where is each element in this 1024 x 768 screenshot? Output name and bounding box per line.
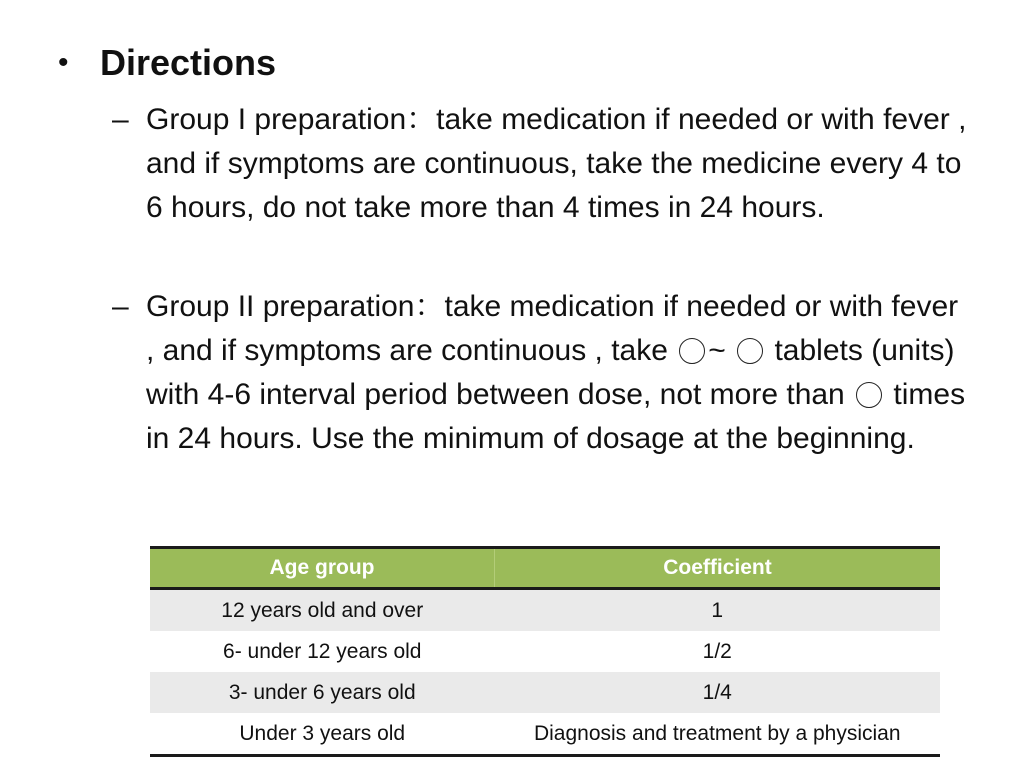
bullet-marker: • [58, 46, 69, 79]
dash-marker: – [112, 103, 129, 136]
table-row [150, 589, 940, 632]
blank-circle-icon [679, 338, 705, 364]
group-2-body-part3: times in 24 hours. Use the minimum of dosage at the beginning. [146, 378, 966, 455]
age-group-cell: 3- under 6 years old [150, 672, 495, 713]
page-title: Directions [100, 42, 277, 83]
age-group-cell: 6- under 12 years old [223, 639, 422, 663]
coefficient-cell: 1 [495, 589, 941, 632]
group-1-text [146, 98, 972, 230]
colon-glyph: ： [406, 103, 437, 136]
heading-row [58, 38, 276, 88]
group-2-text [146, 285, 972, 461]
colon-glyph: ： [414, 290, 445, 323]
group-1-label: Group I preparation [146, 103, 407, 136]
age-group-cell: Under 3 years old [239, 721, 406, 745]
group-2-body-part2: tablets (units) with 4-6 interval period between dose, not more than [146, 334, 955, 411]
group-2-label: Group II preparation [146, 290, 415, 323]
column-header-age-group: Age group [150, 548, 495, 589]
table-row [150, 672, 940, 713]
tilde: ~ [708, 334, 726, 367]
table-row [150, 713, 940, 756]
dash-marker: – [112, 290, 129, 323]
table-header-row [150, 548, 940, 589]
group-1-instruction [112, 98, 972, 230]
group-2-body-part1: take medication if needed or with fever , and if symptoms are continuous , take [146, 290, 959, 367]
age-group-cell: 12 years old and over [150, 589, 495, 632]
column-header-coefficient: Coefficient [495, 548, 941, 589]
coefficient-cell: Diagnosis and treatment by a physician [533, 721, 901, 745]
table-row [150, 631, 940, 672]
coefficient-cell: 1/4 [495, 672, 941, 713]
blank-circle-icon [856, 382, 882, 408]
dosage-table-container [150, 546, 940, 757]
group-2-instruction [112, 285, 972, 461]
blank-circle-icon [737, 338, 763, 364]
dosage-table [150, 546, 940, 757]
group-1-body: take medication if needed or with fever , and if symptoms are continuous, take the medicine every 4 to 6 hours, do not take more than 4 times in 24 hours. [146, 103, 967, 224]
coefficient-cell: 1/2 [702, 639, 732, 663]
